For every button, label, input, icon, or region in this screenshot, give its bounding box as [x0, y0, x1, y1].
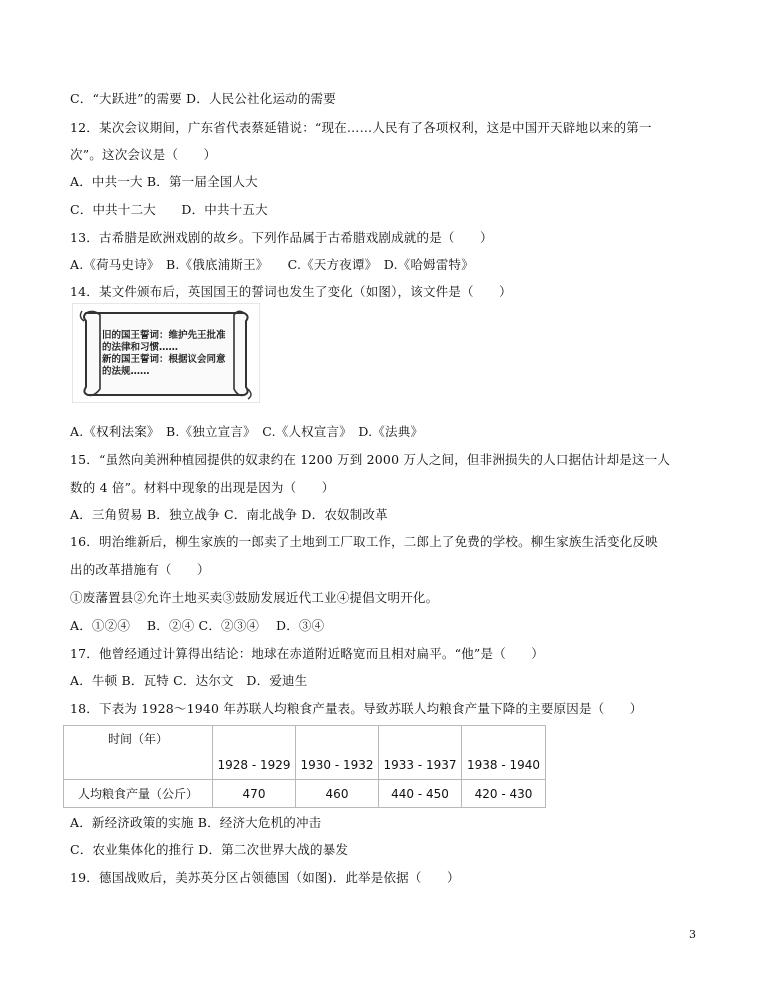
question-16: 16．明治维新后，柳生家族的一郎卖了土地到工厂取工作，二郎上了免费的学校。柳生家族生活变化反映 [70, 534, 658, 549]
question-19: 19．德国战败后，美苏英分区占领德国（如图)．此举是依据（ ） [70, 870, 460, 885]
table-cell [296, 726, 379, 751]
table-period: 1938 - 1940 [462, 751, 546, 780]
text-line: C．“大跃进”的需要 D．人民公社化运动的需要 [70, 91, 336, 106]
table-value: 470 [213, 780, 296, 808]
text-line: 数的 4 倍”。材料中现象的出现是因为（ ） [70, 480, 335, 495]
options-12-a: A．中共一大 B．第一届全国人大 [70, 174, 258, 189]
scroll-text [102, 330, 226, 378]
table-header-time: 时间（年） [64, 726, 213, 780]
question-13: 13．古希腊是欧洲戏剧的故乡。下列作品属于古希腊戏剧成就的是（ ） [70, 230, 493, 245]
table-cell [462, 726, 546, 751]
question-14: 14．某文件颁布后，英国国王的誓词也发生了变化（如图），该文件是（ ） [70, 284, 512, 299]
oath-scroll-image [72, 303, 260, 403]
options-14: A.《权利法案》 B.《独立宣言》 C.《人权宣言》 D.《法典》 [70, 424, 424, 439]
text-line: 次”。这次会议是（ ） [70, 147, 217, 162]
scroll-line: 旧的国王誓词：维护先王批准 [102, 330, 226, 341]
table-period: 1930 - 1932 [296, 751, 379, 780]
question-12: 12．某次会议期间，广东省代表蔡延错说：“现在……人民有了各项权利，这是中国开天辟地以来的第一 [70, 120, 652, 135]
table-row-label: 人均粮食产量（公斤） [64, 780, 213, 808]
options-17: A．牛顿 B．瓦特 C．达尔文 D．爱迪生 [70, 673, 308, 688]
table-value: 420 - 430 [462, 780, 546, 808]
scroll-line: 的法律和习惯…… [102, 342, 179, 353]
scroll-line: 的法规…… [102, 366, 150, 377]
question-18: 18．下表为 1928～1940 年苏联人均粮食产量表。导致苏联人均粮食产量下降的主要原因是（ ） [70, 701, 643, 716]
table-period: 1933 - 1937 [379, 751, 462, 780]
options-13: A.《荷马史诗》 B.《俄底浦斯王》 C.《天方夜谭》 D.《哈姆雷特》 [70, 257, 474, 272]
text-line: 出的改革措施有（ ） [70, 562, 210, 577]
table-value: 460 [296, 780, 379, 808]
table-value: 440 - 450 [379, 780, 462, 808]
scroll-line: 新的国王誓词：根据议会同意 [102, 354, 226, 365]
table-cell [213, 726, 296, 751]
options-12-c: C．中共十二大 D．中共十五大 [70, 202, 268, 217]
table-period: 1928 - 1929 [213, 751, 296, 780]
question-15: 15．“虽然向美洲种植园提供的奴隶约在 1200 万到 2000 万人之间，但非洲损失的人口据估计却是这一人 [70, 452, 671, 467]
text-line: ①废藩置县②允许土地买卖③鼓励发展近代工业④提倡文明开化。 [70, 590, 439, 605]
question-17: 17．他曾经通过计算得出结论：地球在赤道附近略宽而且相对扁平。“他”是（ ） [70, 646, 544, 661]
options-16: A．①②④ B．②④ C．②③④ D．③④ [70, 618, 325, 633]
grain-output-table [63, 725, 546, 808]
options-18-a: A．新经济政策的实施 B．经济大危机的冲击 [70, 815, 322, 830]
options-15: A．三角贸易 B．独立战争 C．南北战争 D．农奴制改革 [70, 507, 388, 522]
page-number: 3 [689, 928, 696, 941]
options-18-c: C．农业集体化的推行 D．第二次世界大战的暴发 [70, 842, 349, 857]
table-cell [379, 726, 462, 751]
